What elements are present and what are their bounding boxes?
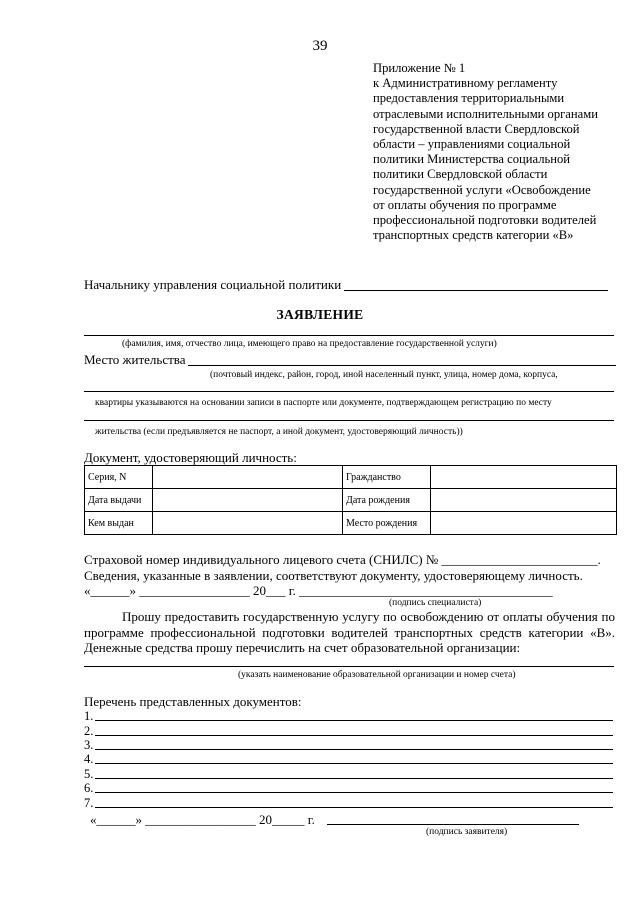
doc-number: 1. — [84, 709, 94, 723]
doc-number: 6. — [84, 781, 94, 795]
request-paragraph: Прошу предоставить государственную услугу по освобождению от оплаты обучения по программе профессиональной подготовки водителей транспортных средств категории «В». Денежные средства прошу перечислить на счет образовательной организации: — [84, 609, 615, 655]
fio-hint: (фамилия, имя, отчество лица, имеющего право на предоставление государственной услуги) — [122, 339, 497, 349]
table-input-cell[interactable] — [431, 489, 617, 512]
residence-field-2[interactable] — [84, 391, 614, 392]
residence-field-3[interactable] — [84, 420, 614, 421]
table-label: Гражданство — [343, 466, 431, 489]
appendix-block — [373, 61, 628, 243]
table-input-cell[interactable] — [153, 466, 343, 489]
doc-number: 7. — [84, 796, 94, 810]
table-row — [85, 466, 617, 489]
document-title: ЗАЯВЛЕНИЕ — [276, 307, 364, 322]
table-row — [85, 489, 617, 512]
address-hint-2: квартиры указываются на основании записи в паспорте или документе, подтверждающем регистрацию по месту — [95, 398, 552, 408]
table-label: Дата рождения — [343, 489, 431, 512]
id-document-table — [84, 465, 617, 535]
addressee-field[interactable] — [344, 290, 608, 291]
appendix-line: Приложение № 1 — [373, 61, 466, 75]
doc-number: 2. — [84, 724, 94, 738]
table-input-cell[interactable] — [431, 512, 617, 535]
appendix-line: предоставления территориальными — [373, 91, 565, 106]
doc-line[interactable] — [95, 807, 613, 808]
table-input-cell[interactable] — [153, 512, 343, 535]
address-hint-1: (почтовый индекс, район, город, иной населенный пункт, улица, номер дома, корпуса, — [210, 370, 558, 380]
doc-number: 3. — [84, 738, 94, 752]
appendix-line: государственной услуги «Освобождение — [373, 182, 591, 197]
table-input-cell[interactable] — [431, 466, 617, 489]
applicant-sign-hint: (подпись заявителя) — [426, 827, 508, 837]
table-input-cell[interactable] — [153, 489, 343, 512]
appendix-line: области – управлениями социальной — [373, 137, 571, 152]
doc-number: 5. — [84, 767, 94, 781]
docs-label: Перечень представленных документов: — [84, 694, 302, 709]
residence-field[interactable] — [188, 365, 616, 366]
appendix-line: профессиональной подготовки водителей — [373, 213, 597, 228]
doc-line[interactable] — [95, 720, 613, 721]
appendix-line: политики Свердловской области — [373, 167, 548, 182]
appendix-line: государственной власти Свердловской — [373, 121, 580, 136]
org-field[interactable] — [84, 666, 614, 667]
specialist-sign-hint: (подпись специалиста) — [389, 598, 482, 608]
confirm-line: Сведения, указанные в заявлении, соответствуют документу, удостоверяющему личность. — [84, 568, 583, 583]
appendix-line: от оплаты обучения по программе — [373, 197, 557, 212]
page-number: 39 — [312, 38, 328, 54]
appendix-line: политики Министерства социальной — [373, 152, 571, 167]
appendix-line: транспортных средств категории «В» — [373, 228, 574, 243]
doc-line[interactable] — [95, 778, 613, 779]
residence-label: Место жительства — [84, 352, 186, 367]
appendix-line: отраслевыми исполнительными органами — [373, 106, 598, 121]
applicant-signature-field[interactable] — [327, 824, 579, 825]
date-line-2[interactable]: «______» _________________ 20_____ г. — [90, 812, 315, 827]
doc-line[interactable] — [95, 792, 613, 793]
appendix-line: к Административному регламенту — [373, 76, 558, 91]
table-label: Кем выдан — [85, 512, 153, 535]
table-label: Дата выдачи — [85, 489, 153, 512]
date-signature-line-1[interactable]: «______» _________________ 20___ г. _______________________________________ — [84, 583, 553, 598]
id-doc-label: Документ, удостоверяющий личность: — [84, 450, 297, 465]
addressee-label: Начальнику управления социальной политики — [84, 277, 342, 292]
table-label: Место рождения — [343, 512, 431, 535]
doc-line[interactable] — [95, 763, 613, 764]
table-label: Серия, N — [85, 466, 153, 489]
doc-line[interactable] — [95, 749, 613, 750]
table-row — [85, 512, 617, 535]
fio-field[interactable] — [84, 335, 614, 336]
org-hint: (указать наименование образовательной организации и номер счета) — [238, 670, 516, 680]
doc-line[interactable] — [95, 735, 613, 736]
snils-line: Страховой номер индивидуального лицевого счета (СНИЛС) № ________________________. — [84, 552, 601, 567]
address-hint-3: жительства (если предъявляется не паспорт, а иной документ, удостоверяющий личность)) — [95, 427, 463, 437]
doc-number: 4. — [84, 752, 94, 766]
